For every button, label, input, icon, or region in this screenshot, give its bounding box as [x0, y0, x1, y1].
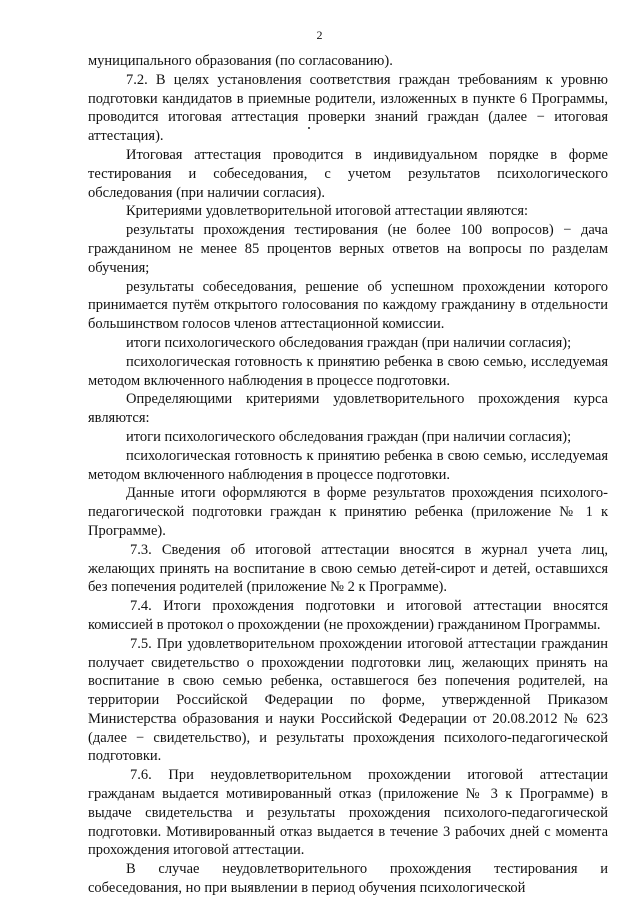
paragraph: Итоговая аттестация проводится в индивидуальном порядке в форме тестирования и собеседования, с учетом результатов психологического обследования (при наличии согласия).: [88, 146, 608, 201]
paragraph: 7.6. При неудовлетворительном прохождении итоговой аттестации гражданам выдается мотивированный отказ (приложение № 3 к Программе) в выдаче свидетельства и результаты прохождения психолого-педагогической подготовки. Мотивированный отказ выдается в течение 3 рабочих дней с момента прохождения итоговой аттестации.: [88, 767, 608, 859]
paragraph: результаты прохождения тестирования (не более 100 вопросов) − дача гражданином не менее 85 процентов верных ответов на вопросы по разделам обучения;: [88, 222, 608, 276]
paragraph: Определяющими критериями удовлетворительного прохождения курса являются:: [88, 391, 608, 427]
paragraph: 7.4. Итоги прохождения подготовки и итоговой аттестации вносятся комиссией в протокол о прохождении (не прохождении) гражданином Программы.: [88, 598, 608, 633]
document-body: [88, 52, 608, 898]
paragraph: результаты собеседования, решение об успешном прохождении которого принимается путём открытого голосования по каждому гражданину в отдельности большинством голосов членов аттестационной комиссии.: [88, 278, 608, 333]
paragraph: итоги психологического обследования граждан (при наличии согласия);: [126, 428, 572, 445]
paragraph: Данные итоги оформляются в форме результатов прохождения психолого-педагогической подготовки граждан к принятию ребенка (приложение № 1 к Программе).: [88, 485, 608, 539]
paragraph: 7.2. В целях установления соответствия граждан требованиям к уровню подготовки кандидатов в приемные родители, изложенных в пункте 6 Программы, проводится итоговая аттестация проверки знаний граждан (далее − итоговая аттестация).: [88, 71, 608, 145]
page-number: 2: [316, 28, 323, 42]
paragraph: итоги психологического обследования граждан (при наличии согласия);: [126, 334, 572, 351]
paragraph: муниципального образования (по согласованию).: [88, 53, 393, 69]
paragraph: 7.3. Сведения об итоговой аттестации вносятся в журнал учета лиц, желающих принять на воспитание в свою семью детей-сирот и детей, оставшихся без попечения родителей (приложение № 2 к Программе).: [88, 541, 608, 596]
paragraph: 7.5. При удовлетворительном прохождении итоговой аттестации гражданин получает свидетельство о прохождении подготовки лиц, желающих принять на воспитание в свою семью ребенка, оставшегося без попечения родителей, на территории Российской Федерации по форме, утвержденной Приказом Министерства образования и науки Российской Федерации от 20.08.2012 № 623 (далее − свидетельство), и результаты прохождения психолого-педагогической подготовки.: [88, 635, 608, 765]
paragraph: психологическая готовность к принятию ребенка в свою семью, исследуемая методом включенного наблюдения в процессе подготовки.: [88, 353, 608, 389]
paragraph: В случае неудовлетворительного прохождения тестирования и собеседования, но при выявлении в период обучения психологической: [88, 861, 608, 897]
paragraph: Критериями удовлетворительной итоговой аттестации являются:: [126, 203, 529, 220]
paragraph: психологическая готовность к принятию ребенка в свою семью, исследуемая методом включенного наблюдения в процессе подготовки.: [88, 447, 608, 483]
